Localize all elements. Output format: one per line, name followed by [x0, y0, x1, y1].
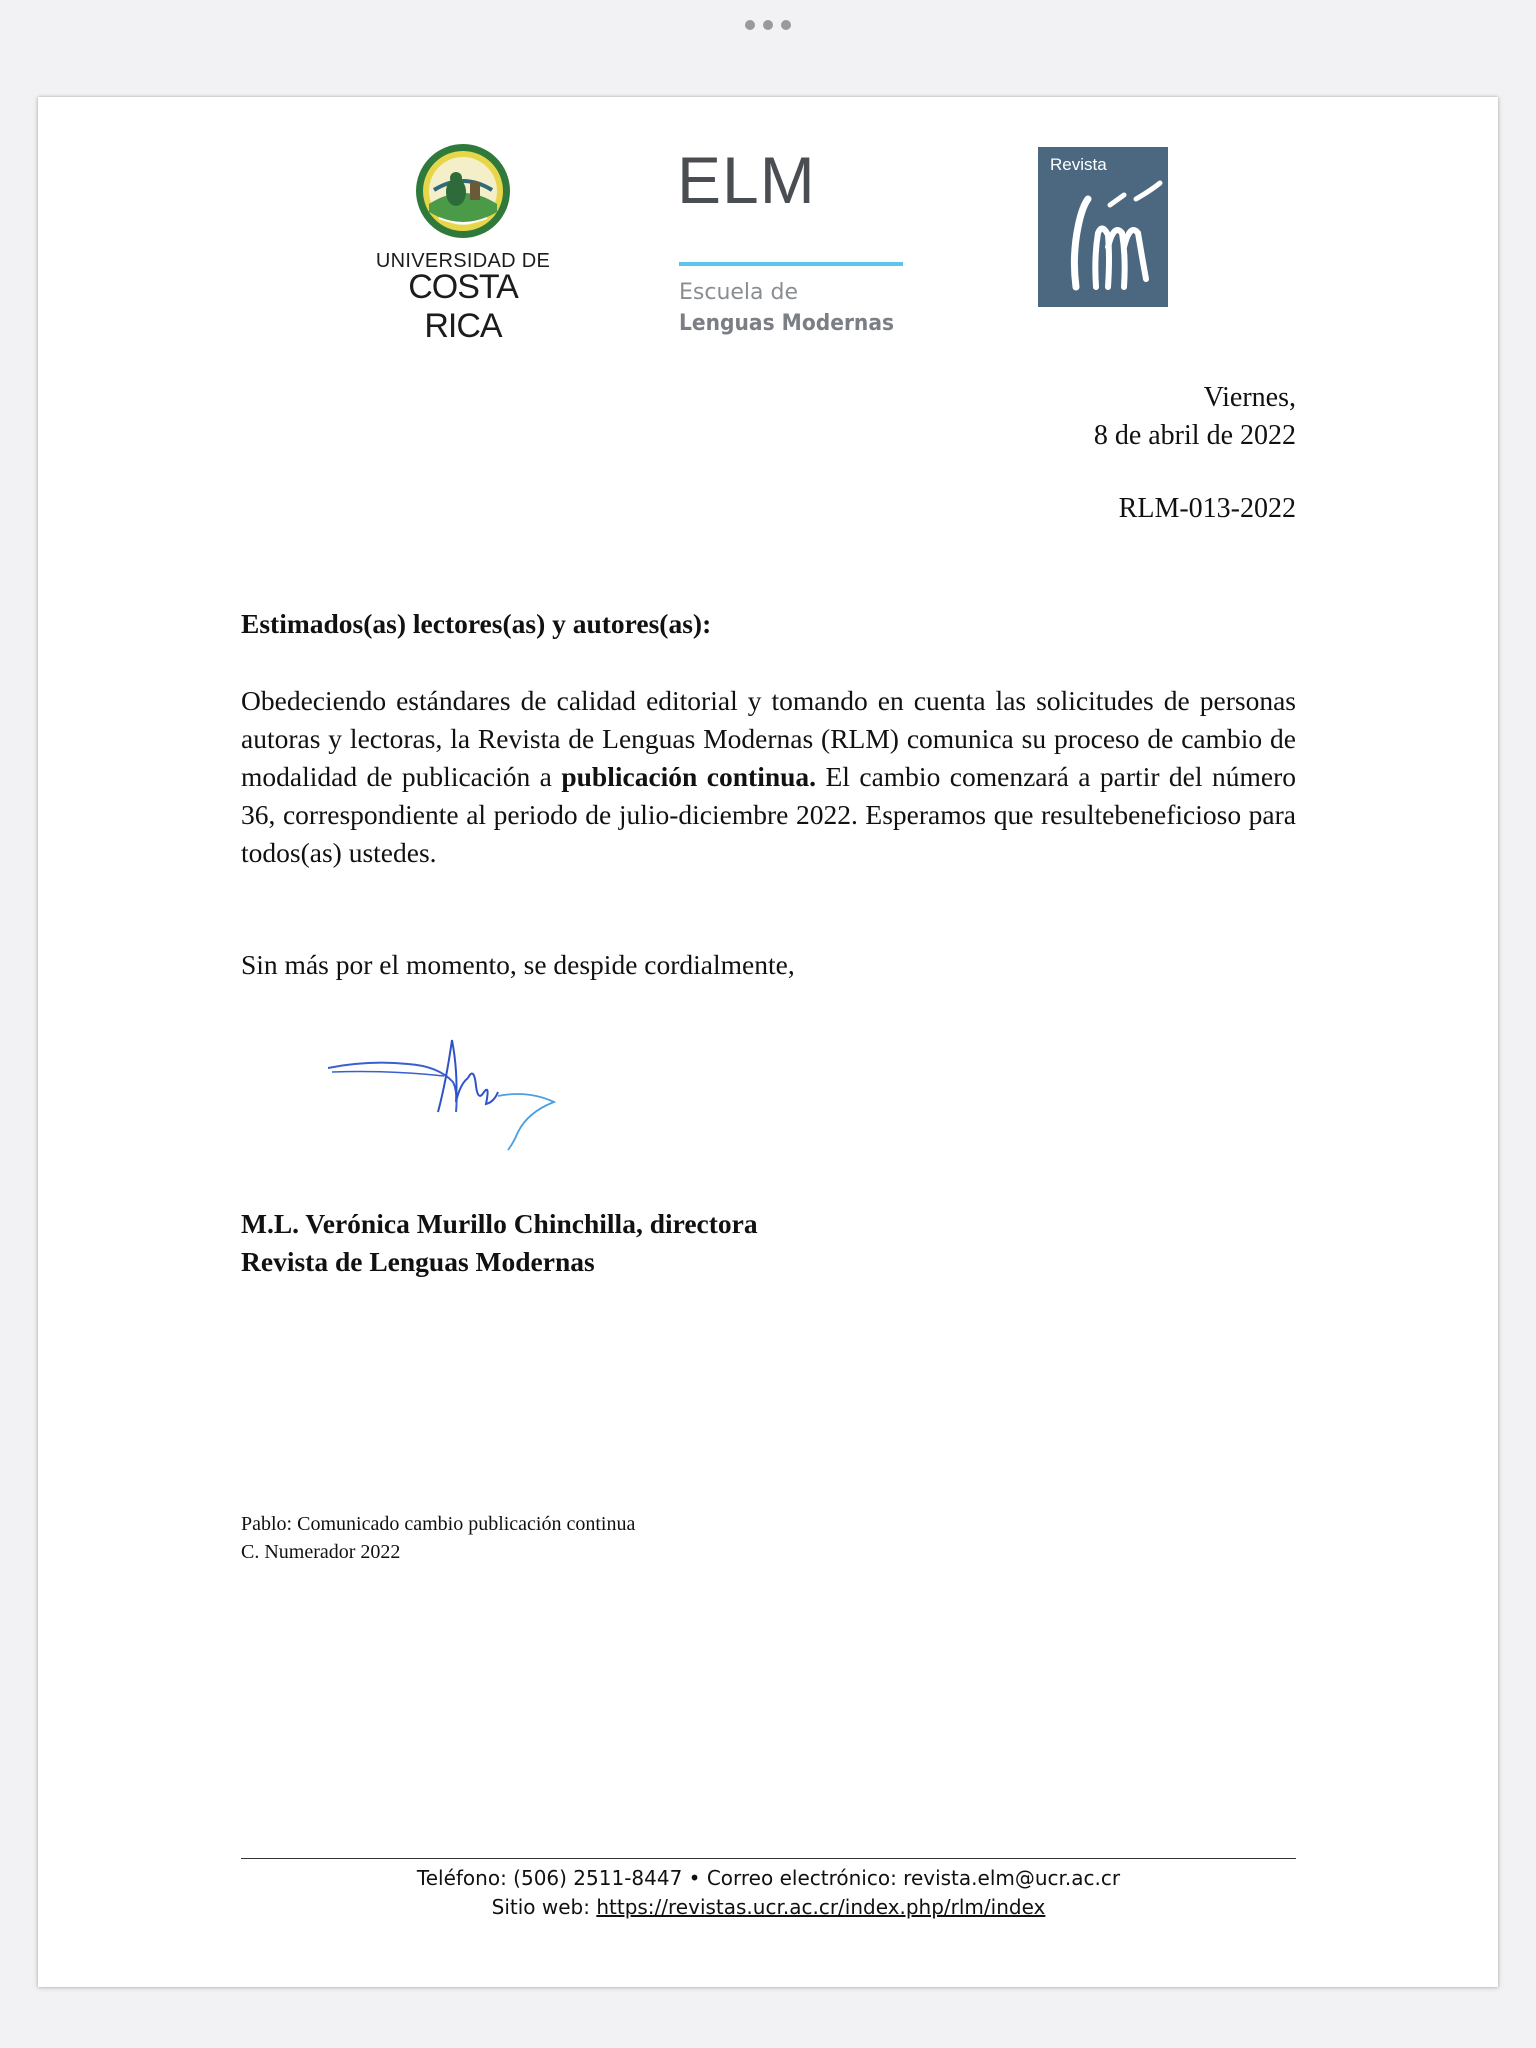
letter-date	[1094, 379, 1296, 455]
rlm-logo-word: Revista	[1050, 155, 1107, 174]
body-text-part2: El cambio comenzará a partir del número 36, correspondiente al periodo de julio-diciembre 2022. Esperamos que resultebeneficioso para todos(as) ustedes.	[241, 761, 1296, 868]
letter-day: Viernes,	[1203, 382, 1296, 413]
signer-organization: Revista de Lenguas Modernas	[241, 1246, 595, 1277]
handwritten-signature	[328, 1032, 568, 1162]
rlm-glyph-icon	[1038, 147, 1168, 307]
letter-date-text: 8 de abril de 2022	[1093, 420, 1296, 451]
footer-contact: Teléfono: (506) 2511-8447 • Correo electrónico: revista.elm@ucr.ac.cr	[416, 1866, 1121, 1890]
body-text-part1: Obedeciendo estándares de calidad editorial y tomando en cuenta las solicitudes de personas autoras y lectoras, la Revista de Lenguas Modernas (RLM) comunica su proceso de cambio de modalidad de publicación a	[241, 685, 1296, 792]
ucr-seal-icon	[414, 142, 512, 240]
ucr-name-line1: UNIVERSIDAD DE	[375, 250, 551, 272]
elm-subtitle-line2: Lenguas Modernas	[679, 311, 895, 336]
footer-divider	[241, 1858, 1296, 1859]
letter-body	[241, 682, 1296, 872]
letter-closing: Sin más por el momento, se despide cordialmente,	[241, 949, 795, 980]
note-line2: C. Numerador 2022	[241, 1541, 401, 1563]
letter-footer	[241, 1864, 1296, 1922]
signer-block	[241, 1205, 758, 1281]
elm-logo	[677, 142, 917, 336]
letter-reference: RLM-013-2022	[1118, 493, 1296, 524]
rlm-logo	[1038, 147, 1168, 307]
elm-subtitle-line1: Escuela de	[679, 280, 799, 305]
letter-salutation: Estimados(as) lectores(as) y autores(as):	[241, 608, 712, 639]
letter-notes	[241, 1510, 635, 1566]
dot-icon	[763, 20, 773, 30]
more-options-icon[interactable]	[745, 19, 791, 31]
ucr-logo	[368, 142, 558, 345]
document-page	[38, 97, 1498, 1987]
body-text-bold: publicación continua.	[561, 761, 817, 792]
website-link[interactable]: https://revistas.ucr.ac.cr/index.php/rlm/index	[596, 1895, 1046, 1919]
signer-name: M.L. Verónica Murillo Chinchilla, directora	[241, 1208, 758, 1239]
elm-accent-bar	[679, 262, 903, 266]
ucr-name-line2: COSTA RICA	[408, 268, 518, 345]
footer-web	[241, 1893, 1296, 1922]
elm-title: ELM	[677, 143, 816, 217]
note-line1: Pablo: Comunicado cambio publicación continua	[241, 1513, 636, 1535]
dot-icon	[745, 20, 755, 30]
footer-web-label: Sitio web:	[491, 1895, 597, 1919]
dot-icon	[781, 20, 791, 30]
